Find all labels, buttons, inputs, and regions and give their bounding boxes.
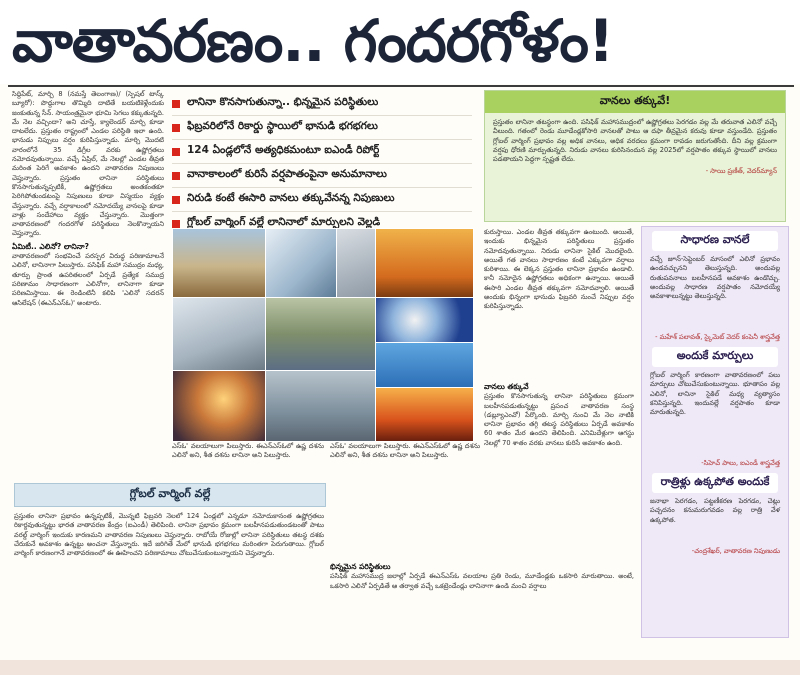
middle-para3: పసిఫిక్ మహాసముద్ర జలాల్లో ఏర్పడే ఈఎన్ఎస్ఓ వలయాల ప్రతి రెండు, మూడేండ్లకు ఒకసారి మారుతాయి. అంటే, ఒకసారి ఎలినో ఏర్పడితే ఆ తర్వాత వచ్చే ఒకట్రెండేండ్లు లానినాగా ఉండి మంచి వర్షాలు [330, 572, 634, 590]
tornado-photo [265, 370, 376, 442]
purple-title-2: అందుకే మార్పులు [652, 347, 778, 367]
green-box-credit: - సాయి ప్రణీత్, వెదర్‌మ్యాన్ [705, 167, 777, 176]
bullet-square-icon [172, 124, 180, 132]
bullet-text: వానాకాలంలో కురిసే వర్షపాతంపైనా అనుమానాలు [187, 168, 387, 180]
purple-credit-3: -చంద్రశేఖర్, వాతావరణ నిపుణుడు [691, 547, 780, 555]
purple-text-3: జనాభా పెరగడం, పట్టణీకరణ పెరగడం, చెట్లు పచ్చదనం కనుమరుగవడం వల్ల రాత్రి వేళ ఉక్కపోత. [650, 497, 780, 524]
sea-photo [375, 342, 474, 388]
bullet-item [172, 188, 472, 212]
headline: వాతావరణం.. గందరగోళం! [12, 7, 614, 75]
purple-title-3: రాత్రిళ్లు ఉక్కపోత అందుకే [652, 473, 778, 493]
photo-caption [172, 442, 324, 478]
bullet-item [172, 140, 472, 164]
bullet-text: లానినా కొనసాగుతున్నా.. భిన్నమైన పరిస్థితులు [187, 96, 379, 108]
middle-column-rains [484, 380, 634, 560]
bullet-item [172, 116, 472, 140]
heat-city-photo [375, 228, 474, 298]
middle-column-continue [330, 442, 480, 477]
purple-title-1: సాధారణ వానలే [652, 231, 778, 251]
left-column [12, 90, 164, 470]
green-box [484, 90, 786, 222]
headline-rule [8, 85, 794, 87]
middle-para2: ప్రస్తుతం కొనసాగుతున్న లానినా పరిస్థితులు క్రమంగా బలహీనపడుతున్నట్టు ప్రపంచ వాతావరణ సంస్థ (డబ్ల్యూఎంవో) పేర్కొంది. మార్చి నుంచి మే నెల నాటికి లానినా ప్రభావం తగ్గి తటస్థ పరిస్థితులు ఏర్పడే అవకాశం 60 శాతం మేర ఉందని తెలిపింది. ఎనిమిదేళ్లుగా ఆగస్టు నెలల్లో 70 శాతం వరకు వానలు కురిసే అవకాశం ఉంది. [484, 392, 634, 447]
global-warming-title: గ్లోబల్ వార్మింగ్ వల్లే [129, 487, 211, 500]
global-warming-banner [14, 483, 326, 507]
photo-caption-text: ఎస్ఓ' వలయాలుగా పిలుస్తారు. ఈఎన్ఎస్ఓలో ఉష్ణ దశను ఎలినో అని, శీత దశను లానినా అని పిలుస్తారు. [172, 442, 324, 460]
purple-credit-1: - మహేశ్ పలావత్, స్కైమెట్ వెదర్ కంపెనీ శాస్త్రవేత్త [655, 333, 780, 341]
middle-column-top [484, 228, 634, 378]
bullet-text: నిరుడి కంటే ఈసారి వానలు తక్కువేనన్న నిపుణులు [187, 192, 395, 204]
left-intro: సిద్దిపేట్, మార్చి 8 (నమస్తే తెలంగాణ)/ (స్పెషల్ టాస్క్ బ్యూరో): పొద్దుగాల తొమ్మిది దాటితే బయటికెళ్లేందుకు జంకుతున్న సీన్. సాయంత్రమైనా భూమి సెగలు కక్కుతున్నది. మే నెల వచ్చిందా? అని చూస్తే, క్యాలెండర్ మార్చి కూడా దాటలేదు. ప్రస్తుతం రాష్ట్రంలో ఎండల పరిస్థితి ఇలా ఉంది. భానుడు నిప్పులు వర్షం కురిపిస్తున్నాడు. మార్చి మొదటి వారంలోనే 35 డిగ్రీల వరకు ఉష్ణోగ్రతలు నమోదవుతున్నాయి. వచ్చే ఏప్రిల్, మే నెలల్లో ఎండల తీవ్రత మరింత పెరిగే అవకాశం ఉందని వాతావరణ నిపుణులు చెప్తున్నారు. ప్రస్తుతం లానినా పరిస్థితులు కొనసాగుతున్నప్పటికీ, ఉష్ణోగ్రతలు అంతకంతకూ పెరిగిపోతుండటంపై నిపుణులు కూడా విస్మయం వ్యక్తం చేస్తున్నారు. వచ్చే వర్షాకాలంలో నమోదయ్యే వానలపై కూడా వాళ్లు సందేహాలు వ్యక్తం చేస్తున్నారు. మొత్తంగా వాతావరణంలో గందరగోళ పరిస్థితులు నెలకొన్నాయని చెప్తున్నారు. [12, 90, 164, 238]
purple-body-3 [642, 497, 788, 547]
left-subhead: ఏమిటీ.. ఎలినో? లానినా? [12, 241, 89, 251]
middle-continue-text: ఎస్ఓ' వలయాలుగా పిలుస్తారు. ఈఎన్ఎస్ఓలో ఉష్ణ దశను ఎలినో అని, శీత దశను లానినా అని పిలుస్తారు. [330, 442, 480, 460]
purple-credit-2: -సిహెచ్ పాలు, ఐఎండీ శాస్త్రవేత్త [701, 459, 780, 467]
headline-band [0, 0, 800, 84]
middle-subhead-rains: వానలు తక్కువే [484, 382, 529, 391]
photo-collage [172, 228, 472, 440]
purple-body-1 [642, 255, 788, 333]
bullet-square-icon [172, 220, 180, 228]
middle-column-bottom [330, 560, 634, 655]
wildfire-photo [375, 387, 474, 442]
drought-photo [172, 228, 266, 298]
bullet-square-icon [172, 148, 180, 156]
bullet-square-icon [172, 196, 180, 204]
middle-subhead-diff: భిన్నమైన పరిస్థితులు [330, 562, 391, 571]
storm-sky-photo [172, 370, 266, 442]
hands-ice-photo [336, 228, 376, 298]
bullet-list [172, 92, 472, 236]
green-box-title: వానలు తక్కువే! [485, 91, 785, 113]
purple-body-2 [642, 371, 788, 459]
bullet-item [172, 92, 472, 116]
bullet-text: 124 ఏండ్లలోనే అత్యధికమంటూ ఐఎండీ రిపోర్ట్ [187, 144, 380, 156]
bullet-square-icon [172, 100, 180, 108]
left-para2: వాతావరణంలో సంభవించే పరస్పర విరుద్ధ పరిణామాలనే ఎలినో, లానినాగా పిలుస్తారు. పసిఫిక్ మహా సముద్రం మధ్య, తూర్పు ప్రాంత ఉపరితలంలో ఏర్పడే ప్రత్యేక సముద్ర పరిణామం సాధారణంగా ఎలినోగా, లానినాగా కూడా పరిణమిస్తాయి. ఈ రెండింటినీ కలిపి 'ఎలినో సదరన్ ఆసిలేషన్ (ఈఎన్ఎస్ఓ)' అంటారు. [12, 252, 164, 307]
ice-photo [265, 228, 337, 298]
global-warming-body [14, 512, 324, 657]
bullet-text: ఫిబ్రవరిలోనే రికార్డు స్థాయిలో భానుడి భగభగలు [187, 120, 378, 132]
bullet-text: గ్లోబల్ వార్మింగ్ వల్లే లానినాలో మార్పులని వెల్లడి [187, 216, 381, 228]
purple-text-1: వచ్చే జూన్-సెప్టెంబర్ మాసంలో ఎలినో ప్రభావం ఉండవచ్చునని తెలుస్తున్నది. అందువల్ల రుతుపవనాలు బలహీనపడే అవకాశం ఉండొచ్చు. అందువల్ల సాధారణ వర్షపాతం నమోదయ్యే అవకాశాలున్నట్టు తెలుస్తున్నది. [650, 255, 780, 301]
green-box-text: ప్రస్తుతం లానినా తటస్థంగా ఉంది. పసిఫిక్ మహాసముద్రంలో ఉష్ణోగ్రతలు పెరగడం వల్ల మే తరువాత ఎలినో వచ్చే వీలుంది. గతంలో రెండు మూడేండ్లకోసారి వానలతో పాటు ఆ దఫా తీవ్రమైన కరువు కూడా వస్తుండేది. ప్రస్తుతం గ్లోబల్ వార్మింగ్ ప్రభావం వల్ల అధిక వానలు, అధిక వరదలు క్రమంగా రావడం జరుగుతోంది. దీని వల్ల క్రమంగా వర్షపు ధోరణి మార్పుతున్నది. నిరుడు వానలు కురిసినందున వల్ల 2025లో వర్షపాతం తక్కువ స్థాయిలో వానలు పడతాయని పెద్దగా స్పష్టత లేదు. [493, 118, 777, 164]
global-warming-text: ప్రస్తుతం లానినా ప్రభావం ఉన్నప్పటికీ, మొన్నటి ఫిబ్రవరి నెలలో 124 ఏండ్లలో ఎన్నడూ నమోదుకానంత ఉష్ణోగ్రతలు రికార్డవుతున్నట్టు భారత వాతావరణ కేంద్రం (ఐఎండీ) తెలిపింది. లానినా ప్రభావం క్రమంగా బలహీనపడుతుండటంతో పాటు వరల్డ్ వార్మింగ్ ఇందుకు కారణమని వాతావరణ నిపుణులు చెప్తున్నారు. రాబోయే రోజుల్లో లానినా పరిస్థితులు తటస్థ దశకు చేరుకునే అవకాశం ఉన్నట్టు అంచనా వేస్తున్నారు. ఇదే జరిగితే మేలో భానుడి భగభగలు మరింతగా పెరుగుతాయి. గ్లోబల్ వార్మింగ్ కారణంగానే వాతావరణంలో ఈ ఊహించని పరిణామాలు చోటుచేసుకుంటున్నాయని చెప్తున్నారు. [14, 512, 324, 558]
bottom-strip [0, 660, 800, 675]
flood-photo [265, 297, 376, 371]
middle-para1: కురుస్తాయి. ఎండల తీవ్రత తక్కువగా ఉంటుంది. అయితే, ఇందుకు భిన్నమైన పరిస్థితులు ప్రస్తుతం నమోదవుతున్నాయి. నిరుడు లానినా సైకిల్ మొదలైంది. అయితే గత వానలు సాధారణం కంటే ఎక్కువగా వర్షాలు కురిశాయి. ఈ లెక్కన ప్రస్తుతం లానినా ప్రభావం ఉండాలి. కానీ నమోదైన ఉష్ణోగ్రతలు అధికంగా ఉన్నాయి. అయితే ఈసారి ఎండల తీవ్రత తక్కువగా నమోదవ్వాలి. అయితే అందుకు భిన్నంగా భానుడు ఫిబ్రవరి నుంచే నిప్పుల వర్షం కురిపిస్తున్నాడు. [484, 228, 634, 311]
purple-text-2: గ్లోబల్ వార్మింగ్ కారణంగా వాతావరణంలో పలు మార్పులు చోటుచేసుకుంటున్నాయి. భూతాపం వల్ల ఎలినో, లానినా సైకిల్ మధ్య వ్యత్యాసం కనిపిస్తున్నది. ఇందువల్లే వర్షపాతం కూడా మారుతున్నది. [650, 371, 780, 417]
cracked-road-photo [172, 297, 266, 371]
green-box-body [485, 113, 785, 215]
bullet-item [172, 164, 472, 188]
cyclone-satellite-photo [375, 297, 474, 343]
purple-box [641, 226, 789, 638]
bullet-square-icon [172, 172, 180, 180]
